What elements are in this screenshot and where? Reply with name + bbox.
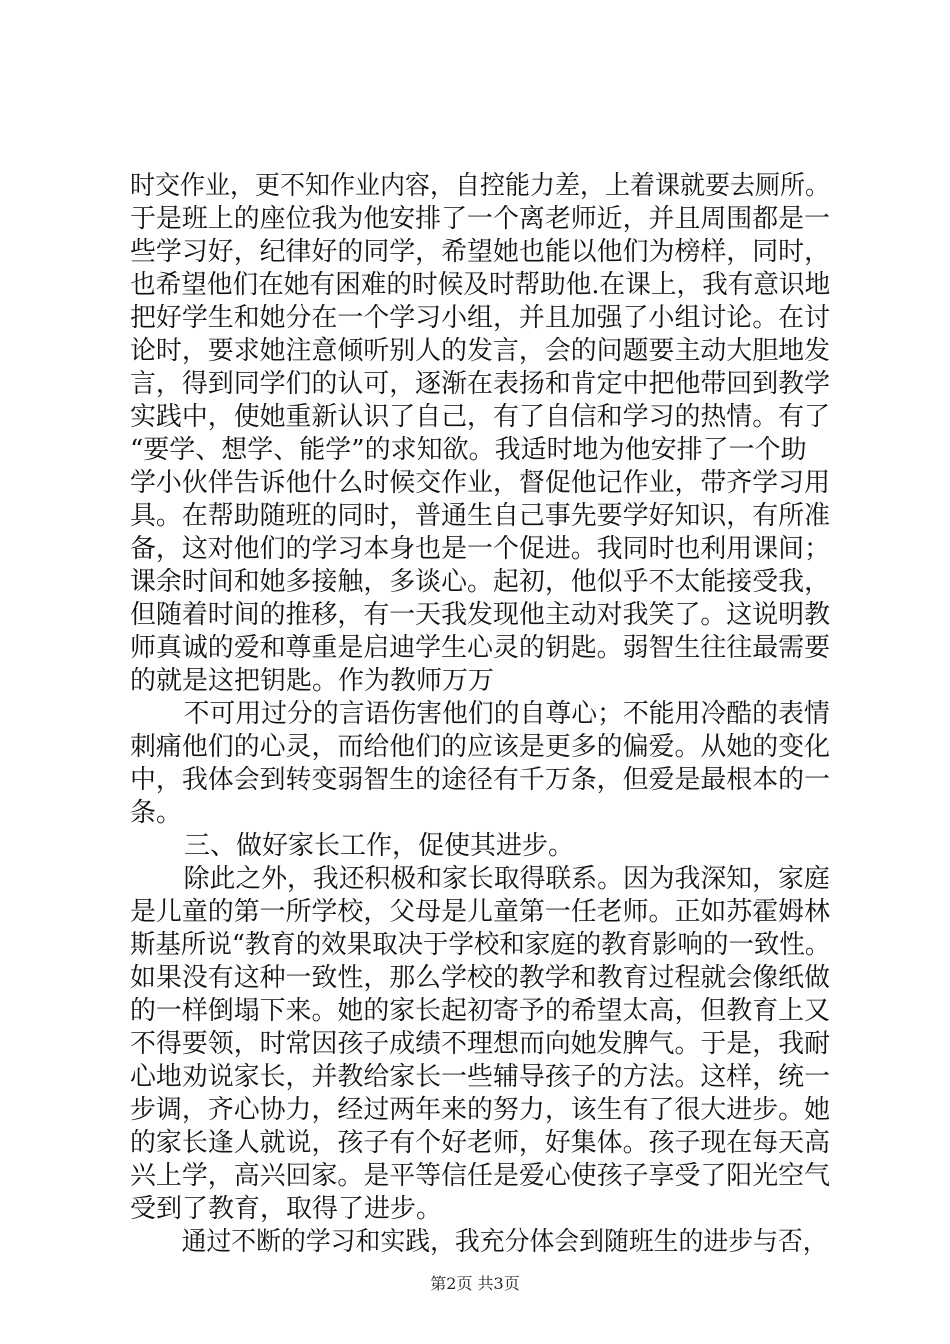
text-line: 些学习好，纪律好的同学，希望她也能以他们为榜样，同时，: [130, 237, 831, 267]
text-line: 受到了教育，取得了进步。: [130, 1194, 443, 1224]
text-line: 通过不断的学习和实践，我充分体会到随班生的进步与否，: [181, 1227, 828, 1257]
text-line: 兴上学，高兴回家。是平等信任是爱心使孩子享受了阳光空气: [130, 1161, 831, 1191]
text-line: 言，得到同学们的认可，逐渐在表扬和肯定中把他带回到教学: [130, 369, 831, 399]
text-line: 三、做好家长工作，促使其进步。: [184, 831, 575, 861]
text-line: 时交作业，更不知作业内容，自控能力差，上着课就要去厕所。: [130, 171, 831, 201]
text-line: 备，这对他们的学习本身也是一个促进。我同时也利用课间；: [130, 534, 831, 564]
text-line: 学小伙伴告诉他什么时候交作业，督促他记作业，带齐学习用: [130, 468, 831, 498]
text-line: 的一样倒塌下来。她的家长起初寄予的希望太高，但教育上又: [130, 996, 831, 1026]
text-line: 师真诚的爱和尊重是启迪学生心灵的钥匙。弱智生往往最需要: [130, 633, 831, 663]
text-line: 于是班上的座位我为他安排了一个离老师近，并且周围都是一: [130, 204, 831, 234]
text-line: 条。: [130, 798, 183, 828]
text-line: 实践中，使她重新认识了自己，有了自信和学习的热情。有了: [130, 402, 831, 432]
text-line: 如果没有这种一致性，那么学校的教学和教育过程就会像纸做: [130, 963, 831, 993]
text-line: 步调，齐心协力，经过两年来的努力，该生有了很大进步。她: [130, 1095, 831, 1125]
text-line: 但随着时间的推移，有一天我发现他主动对我笑了。这说明教: [130, 600, 831, 630]
text-line: 刺痛他们的心灵，而给他们的应该是更多的偏爱。从她的变化: [130, 732, 831, 762]
text-line: “要学、想学、能学”的求知欲。我适时地为他安排了一个助: [130, 435, 807, 465]
text-line: 是儿童的第一所学校，父母是儿童第一任老师。正如苏霍姆林: [130, 897, 831, 927]
document-body: [130, 170, 830, 1259]
text-line: 的就是这把钥匙。作为教师万万: [130, 666, 495, 696]
text-line: 课余时间和她多接触，多谈心。起初，他似乎不太能接受我，: [130, 567, 831, 597]
text-line: 不可用过分的言语伤害他们的自尊心；不能用冷酷的表情: [183, 699, 830, 729]
text-line: 斯基所说“教育的效果取决于学校和家庭的教育影响的一致性。: [130, 930, 831, 960]
text-line: 论时，要求她注意倾听别人的发言，会的问题要主动大胆地发: [130, 336, 831, 366]
text-line: 不得要领，时常因孩子成绩不理想而向她发脾气。于是，我耐: [130, 1029, 831, 1059]
page-footer: 第2页 共3页: [430, 1274, 520, 1293]
text-line: 把好学生和她分在一个学习小组，并且加强了小组讨论。在讨: [130, 303, 831, 333]
text-line: 除此之外，我还积极和家长取得联系。因为我深知，家庭: [183, 864, 830, 894]
text-line: 中，我体会到转变弱智生的途径有千万条，但爱是最根本的一: [130, 765, 831, 795]
text-line: 也希望他们在她有困难的时候及时帮助他.在课上，我有意识地: [130, 270, 831, 300]
text-line: 心地劝说家长，并教给家长一些辅导孩子的方法。这样，统一: [130, 1062, 831, 1092]
text-line: 具。在帮助随班的同时，普通生自己事先要学好知识，有所准: [130, 501, 831, 531]
text-line: 的家长逢人就说，孩子有个好老师，好集体。孩子现在每天高: [130, 1128, 831, 1158]
